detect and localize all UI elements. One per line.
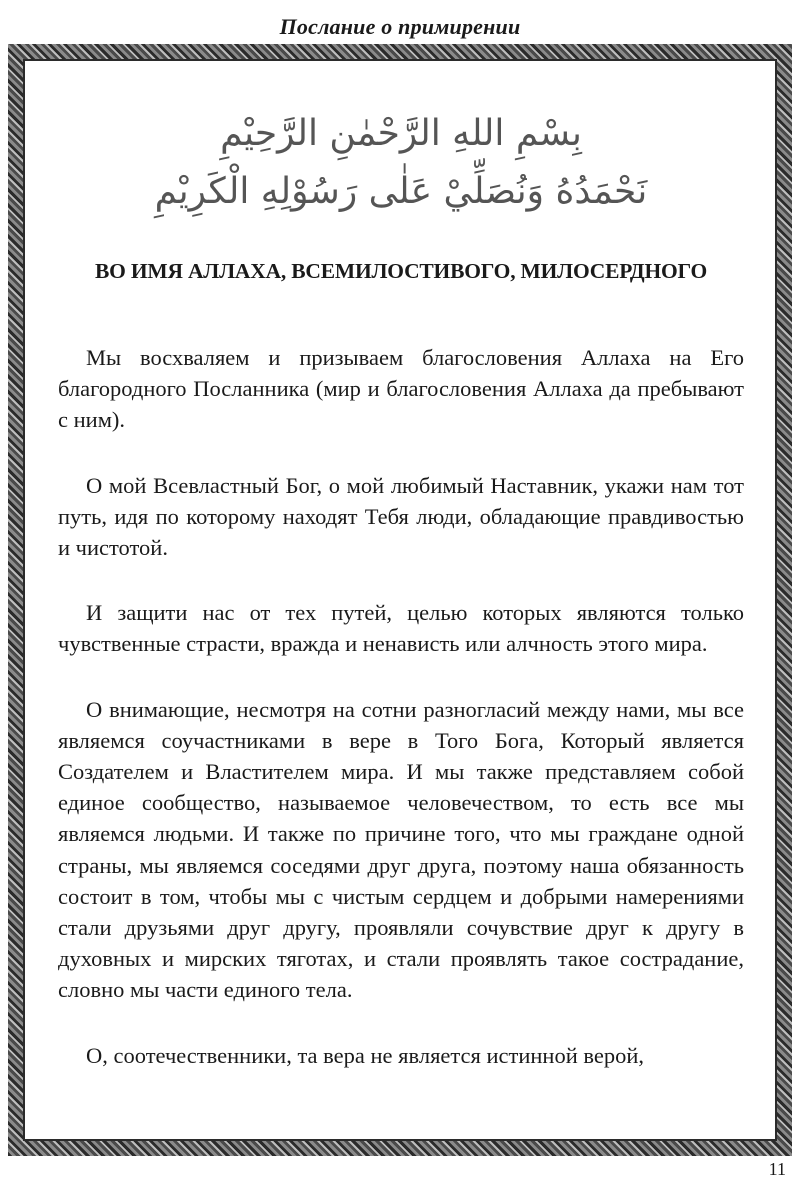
body-text <box>58 342 744 1071</box>
page-number: 11 <box>768 1159 786 1179</box>
ornamental-page-frame <box>8 44 792 1156</box>
paragraph-1: Мы восхваляем и призываем благословения Аллаха на Его благородного Посланника (мир и благословения Аллаха да пребывают с ним). <box>58 345 744 433</box>
running-header: Послание о примирении <box>279 14 521 39</box>
arabic-salutation-line: نَحْمَدُهُ وَنُصَلِّيْ عَلٰى رَسُوْلِهِ الْكَرِيْمِ <box>154 171 648 212</box>
arabic-basmala-line: بِسْمِ اللهِ الرَّحْمٰنِ الرَّحِيْمِ <box>220 113 582 154</box>
paragraph-2: О мой Всевластный Бог, о мой любимый Наставник, укажи нам тот путь, идя по которому находят Тебя люди, обладающие правдивостью и чистотой. <box>58 472 744 561</box>
page-content <box>58 59 744 1135</box>
paragraph-4: О внимающие, несмотря на сотни разногласий между нами, мы все являемся соучастниками в вере в Того Бога, Который является Создателем и Властителем мира. И мы также представляем собой единое сообщество, называемое человечеством, то есть все мы являемся людьми. И также по причине того, что мы граждане одной страны, мы являемся соседями друг друга, поэтому наша обязанность состоит в том, чтобы мы с чистым сердцем и добрыми намерениями стали друзьями друг другу, проявляли сочувствие друг к другу в духовных и мирских тяготах, и стали проявлять такое сострадание, словно мы части единого тела. <box>58 696 744 1003</box>
paragraph-5: О, соотечественники, та вера не является истинной верой, <box>86 1042 645 1068</box>
paragraph-3: И защити нас от тех путей, целью которых являются только чувственные страсти, вражда и ненависть или алчность этого мира. <box>58 600 744 657</box>
arabic-invocation <box>58 105 744 221</box>
section-heading: ВО ИМЯ АЛЛАХА, ВСЕМИЛОСТИВОГО, МИЛОСЕРДНОГО <box>95 259 707 283</box>
